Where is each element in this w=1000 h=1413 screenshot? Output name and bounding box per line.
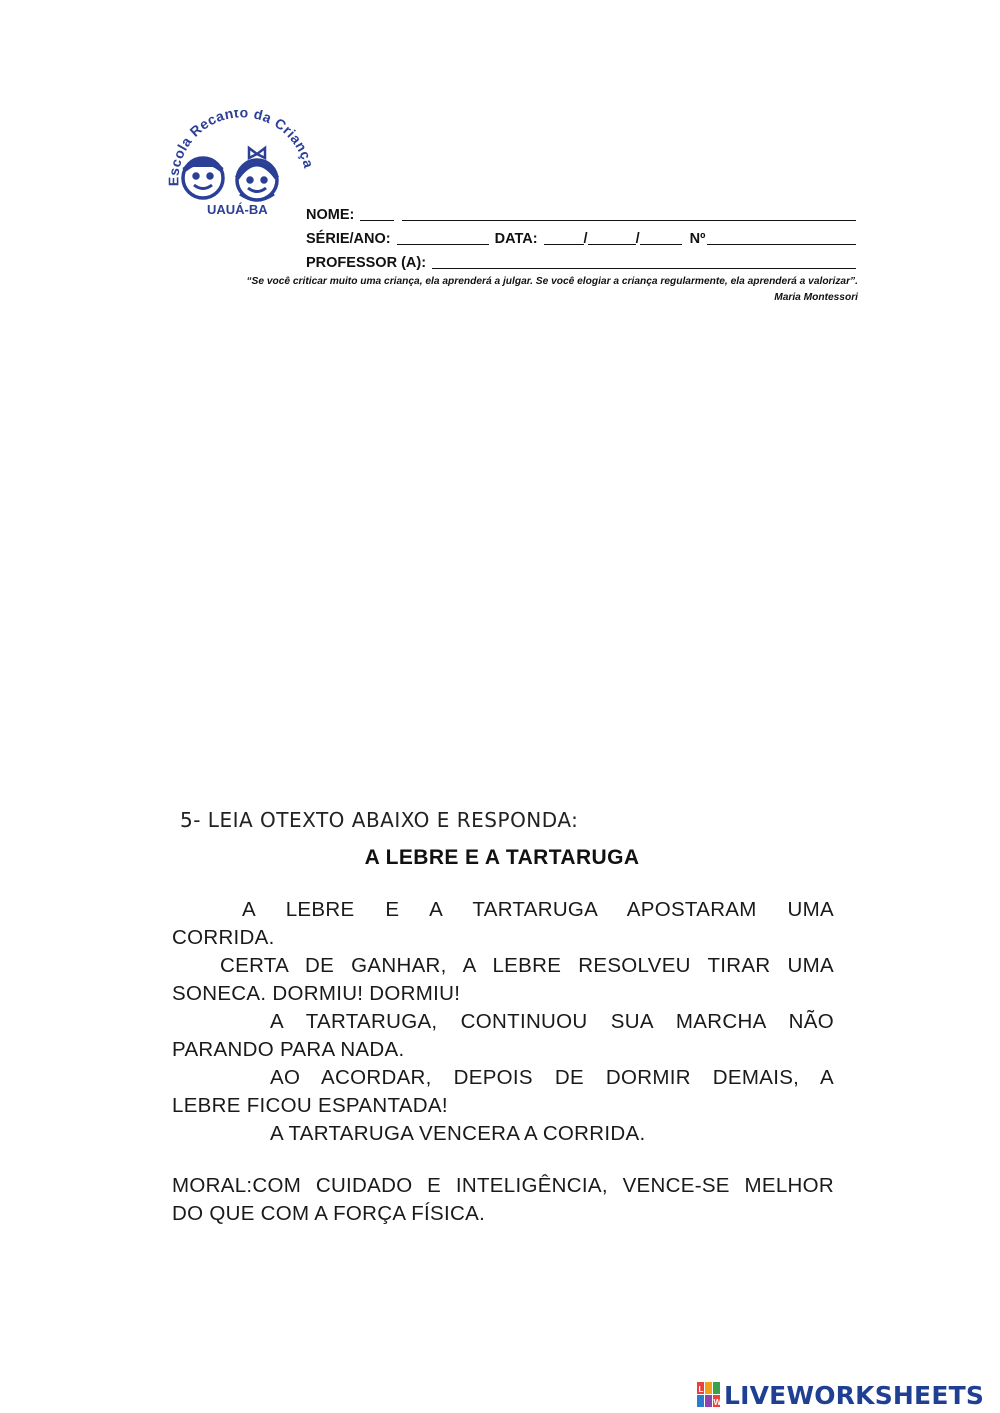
name-label: NOME: (306, 207, 355, 223)
story-line: CORRIDA. (172, 926, 275, 949)
name-field[interactable] (402, 206, 856, 221)
montessori-quote: “Se você criticar muito uma criança, ela aprenderá a julgar. Se você elogiar a criança regularmente, ela aprenderá a valorizar”. (246, 276, 858, 287)
grade-label: SÉRIE/ANO: (306, 231, 391, 247)
moral-line: MORAL:COM CUIDADO E INTELIGÊNCIA, VENCE-SE MELHOR (172, 1174, 834, 1197)
teacher-row (306, 254, 856, 271)
date-year-field[interactable] (640, 230, 682, 245)
school-logo-graphic (165, 110, 315, 218)
story-line: CERTA DE GANHAR, A LEBRE RESOLVEU TIRAR UMA (220, 954, 834, 977)
story-title: A LEBRE E A TARTARUGA (364, 846, 640, 869)
liveworksheets-icon (697, 1382, 721, 1408)
logo-arc-text: Escola Recanto da Crianç (165, 110, 315, 187)
date-label: DATA: (494, 231, 538, 247)
number-label: Nº (689, 231, 706, 247)
story-line: SONECA. DORMIU! DORMIU! (172, 982, 461, 1005)
teacher-label: PROFESSOR (A): (306, 255, 427, 271)
grade-field[interactable] (397, 230, 489, 245)
date-separator-2: / (635, 231, 640, 247)
story-line: AO ACORDAR, DEPOIS DE DORMIR DEMAIS, A (270, 1066, 834, 1089)
teacher-field[interactable] (432, 254, 856, 269)
story-line: LEBRE FICOU ESPANTADA! (172, 1094, 448, 1117)
name-field-short[interactable] (360, 206, 394, 221)
quote-author: Maria Montessori (774, 292, 858, 303)
date-separator-1: / (583, 231, 588, 247)
story-line: PARANDO PARA NADA. (172, 1038, 405, 1061)
number-field[interactable] (707, 230, 856, 245)
logo-city: UAUÁ-BA (207, 202, 268, 217)
moral-line: DO QUE COM A FORÇA FÍSICA. (172, 1202, 486, 1225)
school-logo (165, 110, 315, 218)
date-month-field[interactable] (588, 230, 636, 245)
liveworksheets-logo (697, 1380, 984, 1410)
story-line: A TARTARUGA, CONTINUOU SUA MARCHA NÃO (270, 1010, 834, 1033)
date-day-field[interactable] (544, 230, 584, 245)
story-line: A LEBRE E A TARTARUGA APOSTARAM UMA (242, 898, 834, 921)
name-row (306, 206, 856, 223)
brand-name[interactable]: LIVEWORKSHEETS (724, 1380, 985, 1410)
exercise-instruction: 5- LEIA OTEXTO ABAIXO E RESPONDA: (180, 808, 579, 832)
icon-letter: W (713, 1398, 721, 1407)
icon-letter: L (698, 1385, 704, 1394)
girl-face-icon (237, 148, 277, 200)
boy-face-icon (183, 158, 223, 198)
story-line: A TARTARUGA VENCERA A CORRIDA. (270, 1122, 646, 1145)
grade-date-row (306, 230, 856, 247)
